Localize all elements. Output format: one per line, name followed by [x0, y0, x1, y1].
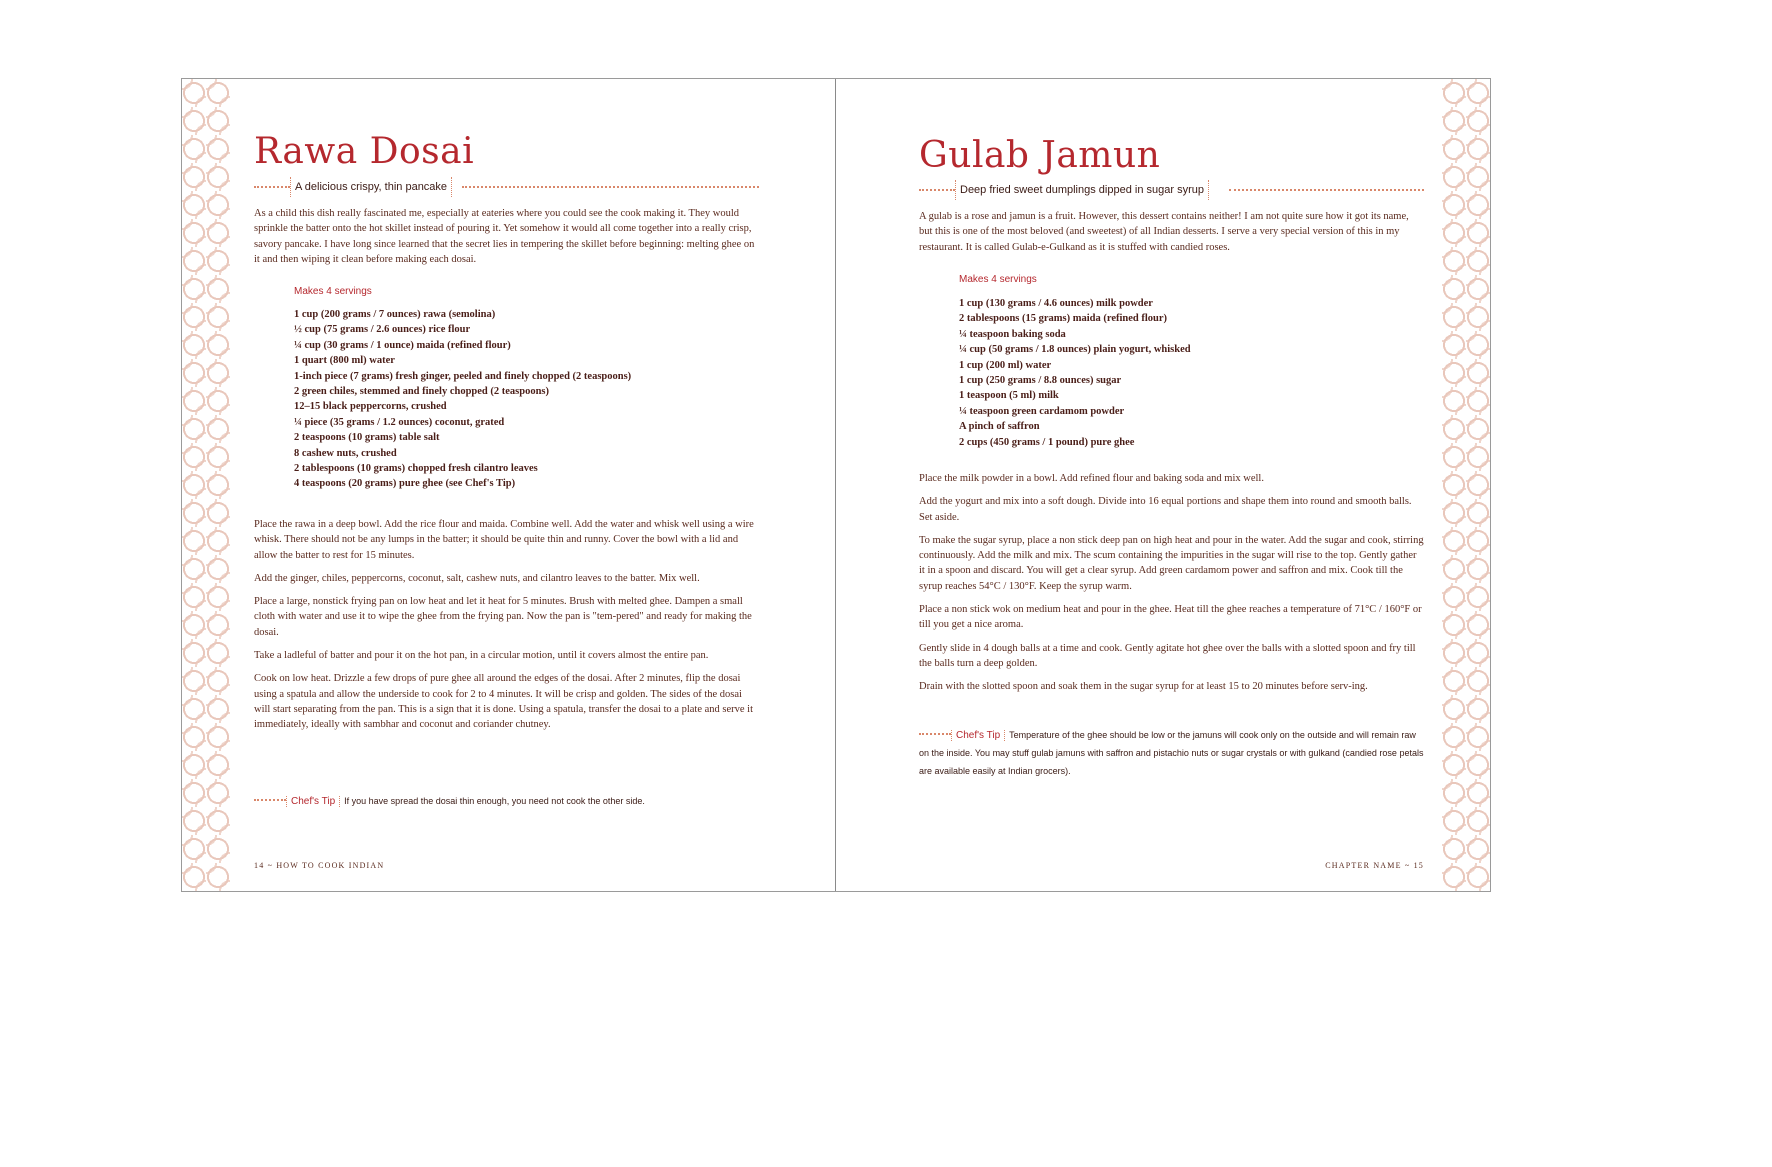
ingredient-item: ¼ teaspoon baking soda — [959, 328, 1066, 340]
right-ornamental-border — [1442, 79, 1490, 891]
recipe-subtitle: A delicious crispy, thin pancake — [290, 177, 452, 197]
ingredient-item: ¼ piece (35 grams / 1.2 ounces) coconut, grated — [294, 416, 505, 428]
subtitle-row — [919, 180, 1424, 200]
ingredient-item: 2 cups (450 grams / 1 pound) pure ghee — [959, 436, 1135, 448]
dotted-rule — [254, 799, 286, 801]
ingredient-item: 1 cup (200 ml) water — [959, 359, 1052, 371]
method-step: Place the rawa in a deep bowl. Add the rice flour and maida. Combine well. Add the water and whisk well using a wire whisk. There should not be any lumps in the batter; it should be quite thin and runny. Cover the bowl with a lid and allow the batter to rest for 15 minutes. — [254, 519, 754, 561]
page-folio-left: 14 ~ HOW TO COOK INDIAN — [254, 861, 385, 870]
chefs-tip — [254, 791, 759, 809]
ingredient-item: ¼ cup (30 grams / 1 ounce) maida (refined flour) — [294, 339, 511, 351]
method-step: Drain with the slotted spoon and soak them in the sugar syrup for at least 15 to 20 minutes before serv-ing. — [919, 681, 1368, 693]
chefs-tip-text: If you have spread the dosai thin enough, you need not cook the other side. — [344, 796, 645, 806]
ingredient-item: 2 tablespoons (15 grams) maida (refined flour) — [959, 313, 1168, 325]
right-page — [919, 79, 1424, 891]
page-folio-right: CHAPTER NAME ~ 15 — [1325, 861, 1424, 870]
ingredient-item: 4 teaspoons (20 grams) pure ghee (see Chef's Tip) — [294, 478, 516, 490]
ingredient-item: ½ cup (75 grams / 2.6 ounces) rice flour — [294, 324, 471, 336]
method-step: Place a non stick wok on medium heat and pour in the ghee. Heat till the ghee reaches a temperature of 71°C / 160°F or till you get a nice aroma. — [919, 604, 1422, 631]
method-step: Gently slide in 4 dough balls at a time and cook. Gently agitate hot ghee over the balls with a slotted spoon and fry till the balls turn a deep golden. — [919, 642, 1416, 669]
left-page — [254, 79, 759, 891]
method-step: Add the ginger, chiles, peppercorns, coconut, salt, cashew nuts, and cilantro leaves to the batter. Mix well. — [254, 572, 700, 584]
intro-paragraph: As a child this dish really fascinated me, especially at eateries where you could see the cook making it. They would sprinkle the batter onto the hot skillet instead of pouring it. Yet somehow it would all come together into a really crisp, savory pancake. I have long since learned that the secret lies in tempering the skillet before beginning: melting ghee on it and then wiping it clean before making each dosai. — [254, 208, 755, 265]
method-step: Add the yogurt and mix into a soft dough. Divide into 16 equal portions and shape them into round and smooth balls. Set aside. — [919, 496, 1412, 523]
book-spread — [181, 78, 1491, 892]
ingredient-list — [959, 296, 1191, 450]
ingredient-item: 1 cup (250 grams / 8.8 ounces) sugar — [959, 375, 1122, 387]
recipe-title: Rawa Dosai — [254, 131, 475, 172]
chefs-tip — [919, 725, 1424, 779]
dotted-rule — [254, 186, 290, 188]
ingredient-item: ¼ cup (50 grams / 1.8 ounces) plain yogurt, whisked — [959, 344, 1191, 356]
method-step: Place the milk powder in a bowl. Add refined flour and baking soda and mix well. — [919, 473, 1264, 484]
ingredient-item: 12–15 black peppercorns, crushed — [294, 401, 447, 413]
ingredient-list — [294, 307, 631, 492]
ingredient-item: 2 green chiles, stemmed and finely chopped (2 teaspoons) — [294, 386, 550, 398]
subtitle-row — [254, 177, 759, 197]
method-steps — [919, 471, 1424, 703]
ingredient-item: 8 cashew nuts, crushed — [294, 447, 397, 459]
servings-label: Makes 4 servings — [959, 274, 1037, 285]
chefs-tip-text: Temperature of the ghee should be low or the jamuns will cook only on the outside and will remain raw on the inside. You may stuff gulab jamuns with saffron and pistachio nuts or sugar crystals or with gulkand (candied rose petals are available easily at Indian grocers). — [919, 730, 1424, 776]
page-gutter — [835, 79, 836, 891]
recipe-subtitle: Deep fried sweet dumplings dipped in sugar syrup — [955, 180, 1209, 200]
left-ornamental-border — [182, 79, 230, 891]
ingredient-item: 2 tablespoons (10 grams) chopped fresh cilantro leaves — [294, 463, 538, 475]
ingredient-item: 1 teaspoon (5 ml) milk — [959, 390, 1059, 402]
dotted-rule — [919, 733, 951, 735]
method-step: Place a large, nonstick frying pan on low heat and let it heat for 5 minutes. Brush with melted ghee. Dampen a small cloth with water and use it to wipe the ghee from the frying pan. Now the pan is "tem-pered" and ready for making the dosai. — [254, 596, 752, 638]
ingredient-item: 1 cup (130 grams / 4.6 ounces) milk powder — [959, 298, 1153, 309]
dotted-rule — [462, 186, 759, 188]
intro-paragraph: A gulab is a rose and jamun is a fruit. However, this dessert contains neither! I am not quite sure how it got its name, but this is one of the most beloved (and sweetest) of all Indian desserts. I serve a very special version of this in my restaurant. It is called Gulab-e-Gulkand as it is stuffed with candied roses. — [919, 211, 1409, 253]
ingredient-item: 1 quart (800 ml) water — [294, 355, 395, 367]
ingredient-item: 1 cup (200 grams / 7 ounces) rawa (semolina) — [294, 309, 496, 320]
recipe-intro — [254, 206, 759, 275]
method-step: To make the sugar syrup, place a non stick deep pan on high heat and pour in the water. Add the sugar and cook, stirring continuously. Add the milk and mix. The scum containing the impurities in the sugar will rise to the top. Gently gather it in a spoon and discard. You will get a clear syrup. Add green cardamom power and saffron and mix. Cook till the syrup reaches 54°C / 130°F. Keep the syrup warm. — [919, 534, 1424, 592]
chefs-tip-label: Chef's Tip — [286, 796, 340, 807]
method-step: Take a ladleful of batter and pour it on the hot pan, in a circular motion, until it covers almost the entire pan. — [254, 650, 709, 662]
method-step: Cook on low heat. Drizzle a few drops of pure ghee all around the edges of the dosai. After 2 minutes, flip the dosai using a spatula and allow the underside to cook for 2 to 4 minutes. It will be crisp and golden. The sides of the dosai will start separating from the pan. This is a sign that it is done. Using a spatula, transfer the dosai to a plate and serve it immediately, ideally with sambhar and coconut and coriander chutney. — [254, 673, 754, 731]
recipe-title: Gulab Jamun — [919, 135, 1161, 176]
recipe-intro — [919, 209, 1424, 263]
ingredient-item: 2 teaspoons (10 grams) table salt — [294, 432, 440, 444]
dotted-rule — [1229, 189, 1424, 191]
method-steps — [254, 517, 759, 741]
servings-label: Makes 4 servings — [294, 286, 372, 297]
ingredient-item: 1-inch piece (7 grams) fresh ginger, peeled and finely chopped (2 teaspoons) — [294, 370, 632, 382]
dotted-rule — [919, 189, 955, 191]
chefs-tip-label: Chef's Tip — [951, 730, 1005, 741]
ingredient-item: ¼ teaspoon green cardamom powder — [959, 405, 1125, 417]
ingredient-item: A pinch of saffron — [959, 421, 1040, 433]
